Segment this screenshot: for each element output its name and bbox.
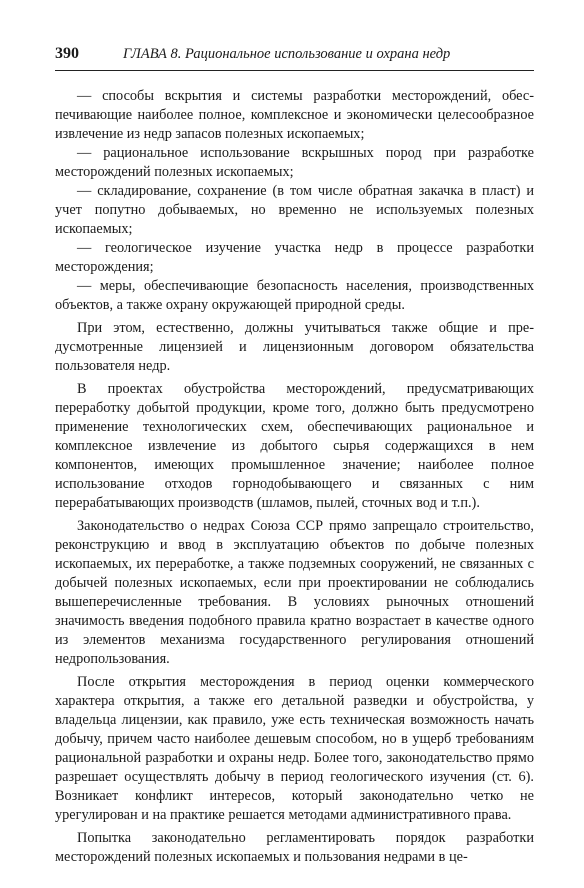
list-item: — меры, обеспечивающие безопасность населения, производственных объектов, а также охрану окружающей природной среды. [55, 278, 534, 313]
paragraph: В проектах обустройства месторождений, предусматривающих переработку добытой продукции, кроме того, должно быть предусмотрено применение технологических схем, обеспечивающих рациональное и комплексное извлечение из добытого сырья содержащихся в нем компонентов, имеющих промышленное значение; наиболее полное использование отходов горнодобывающего и связанных с ним перерабатывающих производств (шламов, пылей, сточных вод и т.п.). [55, 381, 534, 511]
list-item: — складирование, сохранение (в том числе обратная закачка в пласт) и учет попутно добываемых, но временно не используемых полезных ископаемых; [55, 183, 534, 237]
paragraph: Попытка законодательно регламентировать порядок разработки месторождений полезных ископаемых и пользования недрами в це- [55, 830, 534, 865]
paragraph: Законодательство о недрах Союза ССР прямо запрещало строительство, реконструкцию и ввод в эксплуатацию объектов по добыче полезных ископаемых, их переработке, а также подземных сооружений, не связанных с добычей полезных ископаемых, если при проектировании не соблюдались вышеперечисленные требования. В условиях рыночных отношений значимость введения подобного правила кратно возрастает в качестве одного из элементов механизма государственного регулирования отношений недропользования. [55, 518, 534, 667]
list-item: — геологическое изучение участка недр в процессе разработки месторождения; [55, 240, 534, 275]
body-text [55, 87, 534, 867]
list-item: — способы вскрытия и системы разработки месторождений, обеспечивающие наиболее полное, комплексное и экономически целесообразное извлечение из недр запасов полезных ископаемых; [55, 88, 534, 142]
page-header [55, 44, 534, 71]
paragraph: При этом, естественно, должны учитываться также общие и предусмотренные лицензией и лицензионным договором обязательства пользователя недр. [55, 320, 534, 374]
list-item: — рациональное использование вскрышных пород при разработке месторождений полезных ископаемых; [55, 145, 534, 180]
paragraph: После открытия месторождения в период оценки коммерческого характера открытия, а также его детальной разведки и обустройства, у владельца лицензии, как правило, уже есть техническая возможность начать добычу, причем часто наиболее дешевым способом, но в ущерб требованиям рациональной разработки и охраны недр. Более того, законодательство прямо разрешает осуществлять добычу в период геологического изучения (ст. 6). Возникает конфликт интересов, который законодательно четко не урегулирован и на практике решается методами административного права. [55, 674, 534, 823]
running-head: ГЛАВА 8. Рациональное использование и охрана недр [123, 46, 451, 62]
page-number: 390 [55, 45, 79, 62]
